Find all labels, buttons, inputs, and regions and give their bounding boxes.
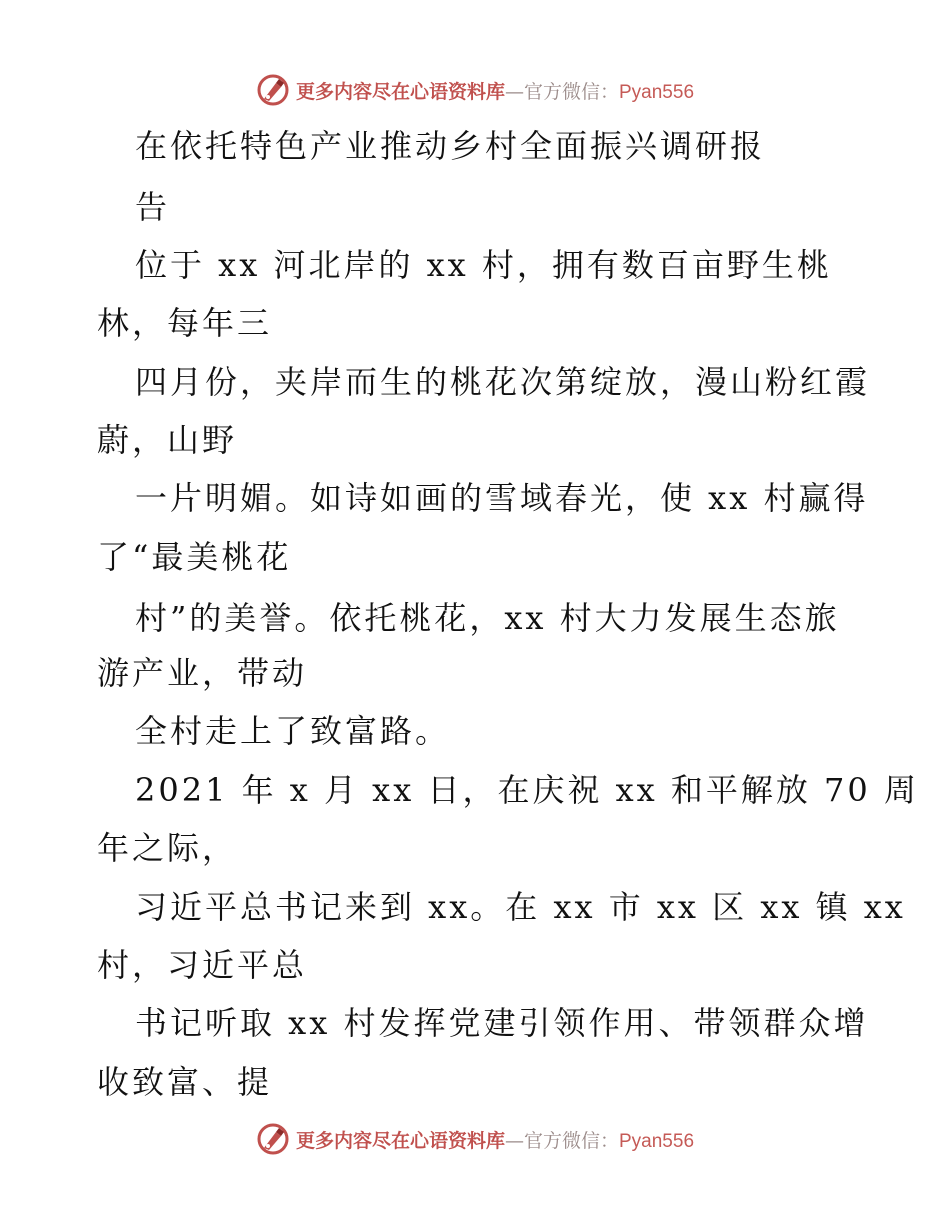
doc-line: 游产业，带动	[97, 654, 308, 692]
doc-title-line-1: 在依托特色产业推动乡村全面振兴调研报	[135, 127, 766, 165]
doc-line: 林，每年三	[97, 304, 273, 342]
banner-wechat-label: —官方微信：	[504, 1129, 619, 1152]
doc-line: 收致富、提	[97, 1063, 273, 1101]
header-watermark-banner	[0, 70, 950, 110]
footer-watermark-banner	[0, 1119, 950, 1159]
banner-wechat-label: —官方微信：	[504, 80, 619, 103]
banner-site-name: 更多内容尽在心语资料库	[295, 1129, 505, 1152]
doc-line: 全村走上了致富路。	[135, 712, 451, 750]
doc-line: 位于 xx 河北岸的 xx 村，拥有数百亩野生桃	[135, 246, 832, 284]
doc-line: 书记听取 xx 村发挥党建引领作用、带领群众增	[135, 1004, 869, 1042]
doc-line: 了“最美桃花	[97, 538, 292, 576]
banner-text	[296, 77, 694, 104]
pen-logo-icon	[256, 1122, 290, 1156]
doc-line: 2021 年 x 月 xx 日，在庆祝 xx 和平解放 70 周	[135, 771, 919, 809]
doc-line: 习近平总书记来到 xx。在 xx 市 xx 区 xx 镇 xx	[135, 888, 906, 926]
doc-line: 村”的美誉。依托桃花，xx 村大力发展生态旅	[135, 599, 840, 637]
banner-wechat-id: Pyan556	[619, 1130, 695, 1152]
doc-line: 年之际，	[97, 829, 238, 867]
banner-wechat-id: Pyan556	[619, 81, 695, 103]
doc-line: 蔚，山野	[97, 421, 238, 459]
banner-site-name: 更多内容尽在心语资料库	[295, 80, 505, 103]
banner-text	[296, 1126, 694, 1153]
pen-logo-icon	[256, 73, 290, 107]
doc-line: 一片明媚。如诗如画的雪域春光，使 xx 村赢得	[135, 479, 869, 517]
doc-line: 村，习近平总	[97, 946, 308, 984]
doc-title-line-2: 告	[135, 188, 171, 226]
doc-line: 四月份，夹岸而生的桃花次第绽放，漫山粉红霞	[135, 363, 871, 401]
